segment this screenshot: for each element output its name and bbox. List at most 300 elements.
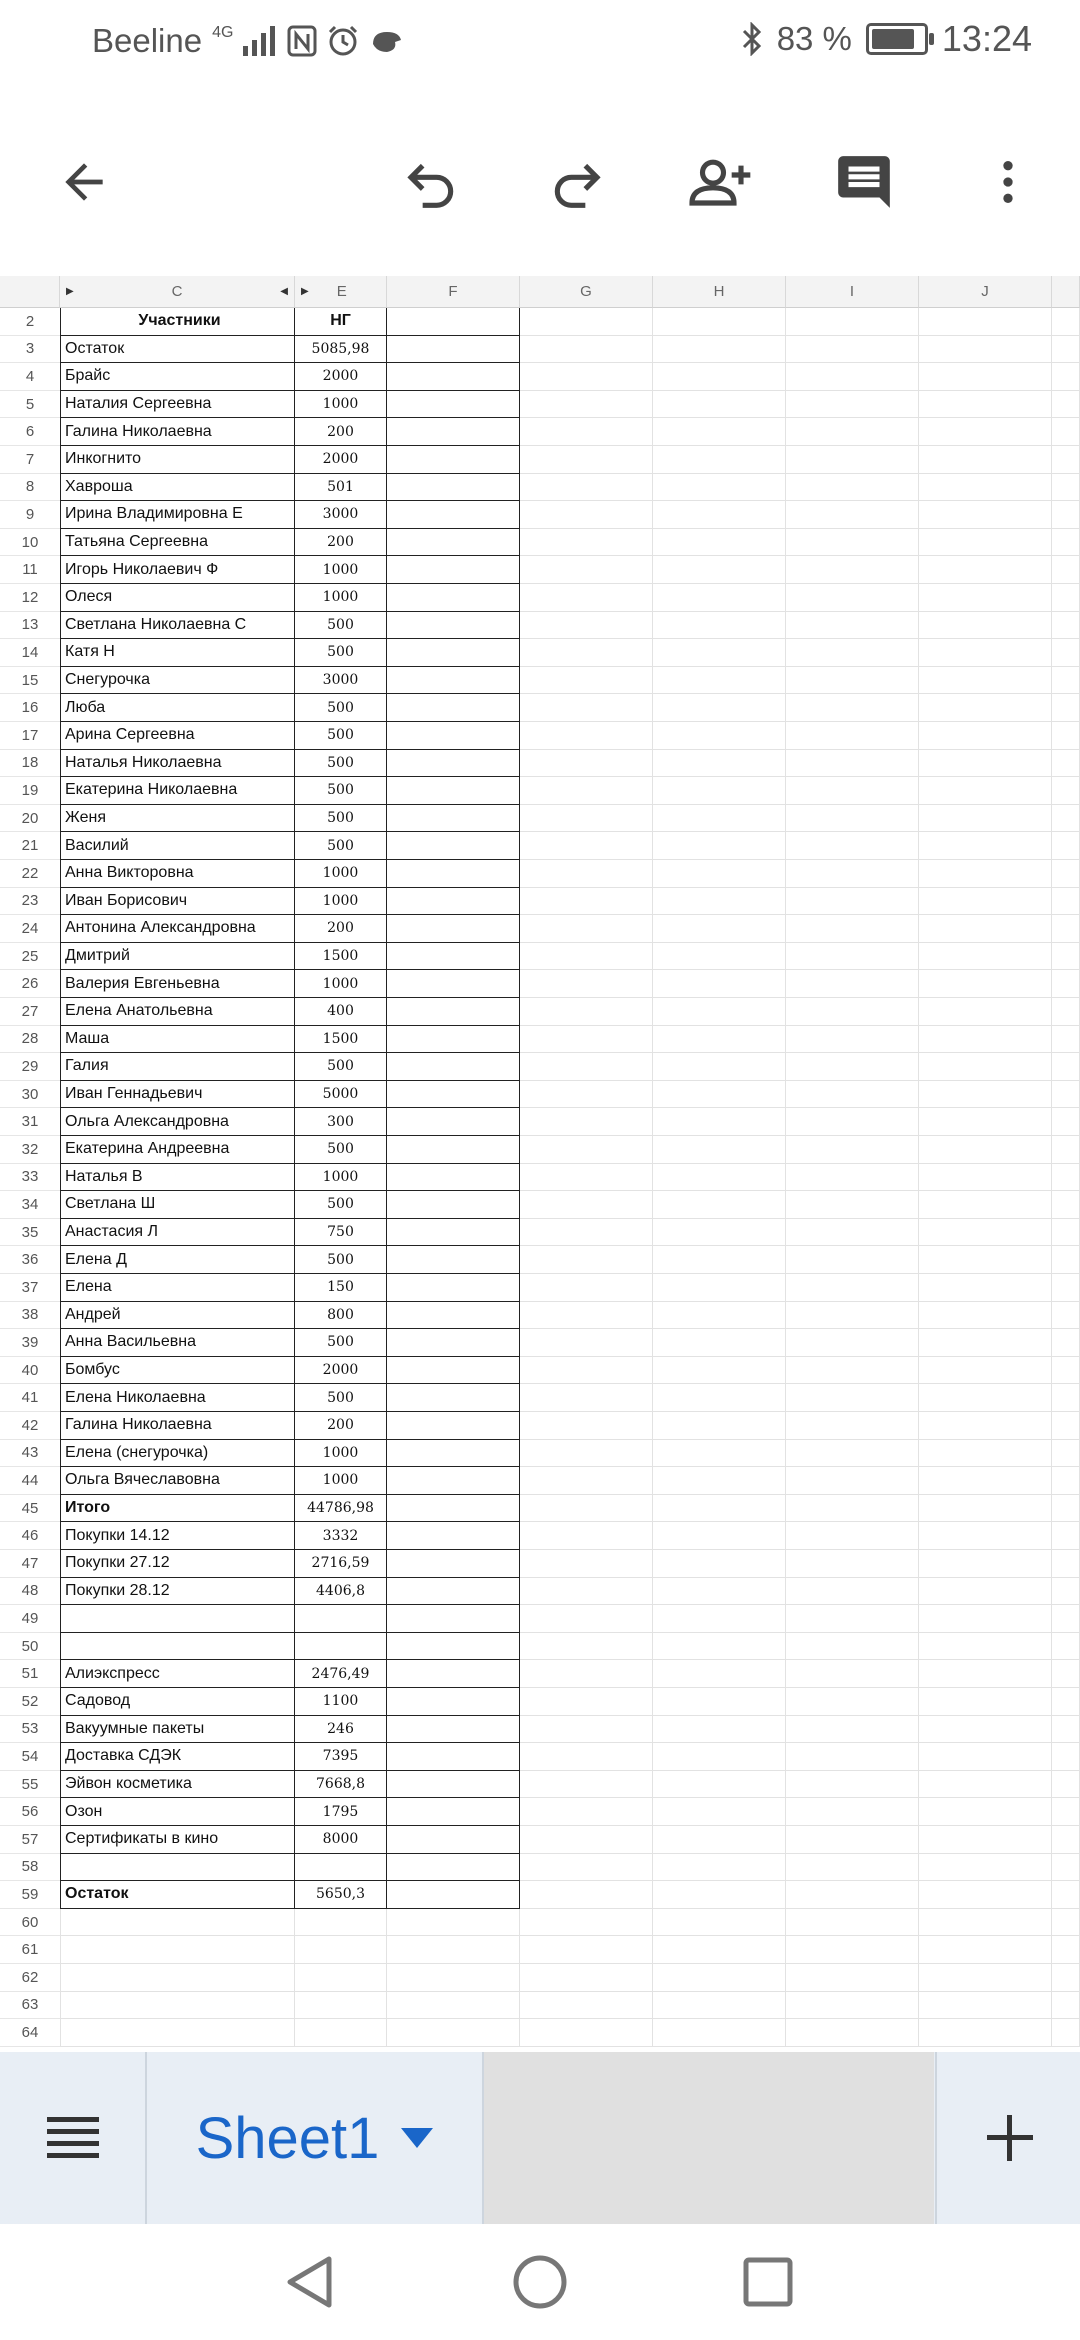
grid-cell[interactable] <box>653 860 786 888</box>
row-number[interactable]: 14 <box>0 639 60 667</box>
grid-cell[interactable] <box>520 1688 653 1716</box>
participant-cell[interactable]: Люба <box>60 694 295 722</box>
amount-cell[interactable]: 3000 <box>295 501 387 529</box>
amount-cell[interactable]: 200 <box>295 418 387 446</box>
column-header-g[interactable] <box>520 276 653 308</box>
row-number[interactable]: 30 <box>0 1081 60 1109</box>
grid-cell[interactable] <box>387 1992 520 2020</box>
participant-cell[interactable]: Катя Н <box>60 639 295 667</box>
grid-cell[interactable] <box>387 391 520 419</box>
grid-cell[interactable] <box>919 1688 1052 1716</box>
grid-cell[interactable] <box>653 777 786 805</box>
row-number[interactable]: 3 <box>0 336 60 364</box>
row-number[interactable]: 18 <box>0 750 60 778</box>
row-number[interactable]: 32 <box>0 1136 60 1164</box>
row-number[interactable]: 53 <box>0 1716 60 1744</box>
amount-cell[interactable] <box>295 1936 387 1964</box>
amount-cell[interactable]: 500 <box>295 832 387 860</box>
column-header-f[interactable] <box>387 276 520 308</box>
grid-cell[interactable] <box>653 1467 786 1495</box>
grid-cell[interactable] <box>520 777 653 805</box>
grid-cell[interactable] <box>786 1302 919 1330</box>
grid-cell[interactable] <box>653 1495 786 1523</box>
participant-cell[interactable]: Светлана Ш <box>60 1191 295 1219</box>
grid-cell[interactable] <box>919 391 1052 419</box>
grid-cell[interactable] <box>786 1053 919 1081</box>
row-number[interactable]: 47 <box>0 1550 60 1578</box>
grid-cell[interactable] <box>919 1771 1052 1799</box>
grid-cell[interactable] <box>919 1081 1052 1109</box>
grid-cell[interactable] <box>387 943 520 971</box>
grid-cell[interactable] <box>919 1881 1052 1909</box>
grid-cell[interactable] <box>919 1716 1052 1744</box>
grid-cell[interactable] <box>1052 556 1080 584</box>
participant-cell[interactable] <box>60 1992 295 2020</box>
row-number[interactable]: 50 <box>0 1633 60 1661</box>
grid-cell[interactable] <box>520 1854 653 1882</box>
grid-cell[interactable] <box>786 1136 919 1164</box>
amount-cell[interactable] <box>295 1605 387 1633</box>
grid-cell[interactable] <box>919 336 1052 364</box>
grid-cell[interactable] <box>653 1854 786 1882</box>
grid-cell[interactable] <box>520 1081 653 1109</box>
participant-cell[interactable]: Екатерина Николаевна <box>60 777 295 805</box>
grid-cell[interactable] <box>1052 2019 1080 2047</box>
grid-cell[interactable] <box>653 639 786 667</box>
grid-cell[interactable] <box>387 501 520 529</box>
participant-cell[interactable]: Покупки 28.12 <box>60 1578 295 1606</box>
grid-cell[interactable] <box>1052 1274 1080 1302</box>
grid-cell[interactable] <box>520 1936 653 1964</box>
grid-cell[interactable] <box>520 418 653 446</box>
expand-hidden-left-icon[interactable]: ▶ <box>66 286 74 297</box>
grid-cell[interactable] <box>919 722 1052 750</box>
row-number[interactable]: 26 <box>0 970 60 998</box>
grid-cell[interactable] <box>919 1357 1052 1385</box>
grid-cell[interactable] <box>1052 1716 1080 1744</box>
grid-cell[interactable] <box>653 474 786 502</box>
row-number[interactable]: 20 <box>0 805 60 833</box>
grid-cell[interactable] <box>919 1412 1052 1440</box>
grid-cell[interactable] <box>1052 446 1080 474</box>
row-number[interactable]: 25 <box>0 943 60 971</box>
grid-cell[interactable] <box>653 1688 786 1716</box>
grid-cell[interactable] <box>919 529 1052 557</box>
grid-cell[interactable] <box>520 474 653 502</box>
grid-cell[interactable] <box>653 805 786 833</box>
grid-cell[interactable] <box>387 1026 520 1054</box>
row-number[interactable]: 19 <box>0 777 60 805</box>
grid-cell[interactable] <box>387 750 520 778</box>
row-number[interactable]: 55 <box>0 1771 60 1799</box>
grid-cell[interactable] <box>786 750 919 778</box>
row-number[interactable]: 51 <box>0 1660 60 1688</box>
grid-cell[interactable] <box>653 1550 786 1578</box>
participant-cell[interactable]: Галина Николаевна <box>60 418 295 446</box>
nav-home-button[interactable] <box>510 2252 570 2312</box>
grid-cell[interactable] <box>520 1053 653 1081</box>
grid-cell[interactable] <box>653 1412 786 1440</box>
grid-cell[interactable] <box>520 1633 653 1661</box>
grid-cell[interactable] <box>387 1660 520 1688</box>
grid-cell[interactable] <box>1052 805 1080 833</box>
grid-cell[interactable] <box>919 1495 1052 1523</box>
grid-cell[interactable] <box>653 722 786 750</box>
amount-cell[interactable]: 2476,49 <box>295 1660 387 1688</box>
participant-cell[interactable]: Хавроша <box>60 474 295 502</box>
grid-cell[interactable] <box>653 1964 786 1992</box>
grid-cell[interactable] <box>387 1798 520 1826</box>
participant-cell[interactable]: Василий <box>60 832 295 860</box>
grid-cell[interactable] <box>919 998 1052 1026</box>
grid-cell[interactable] <box>786 998 919 1026</box>
grid-cell[interactable] <box>1052 1191 1080 1219</box>
grid-cell[interactable] <box>919 888 1052 916</box>
grid-cell[interactable] <box>919 1246 1052 1274</box>
grid-cell[interactable] <box>653 1578 786 1606</box>
amount-cell[interactable]: 500 <box>295 694 387 722</box>
participant-cell[interactable] <box>60 1909 295 1937</box>
grid-cell[interactable] <box>653 1357 786 1385</box>
grid-cell[interactable] <box>919 860 1052 888</box>
grid-cell[interactable] <box>653 1329 786 1357</box>
participant-cell[interactable] <box>60 1964 295 1992</box>
participant-cell[interactable]: Иван Борисович <box>60 888 295 916</box>
grid-cell[interactable] <box>387 1108 520 1136</box>
grid-cell[interactable] <box>786 474 919 502</box>
participant-cell[interactable]: Елена <box>60 1274 295 1302</box>
grid-cell[interactable] <box>1052 336 1080 364</box>
amount-cell[interactable]: 1000 <box>295 584 387 612</box>
row-number[interactable]: 49 <box>0 1605 60 1633</box>
grid-cell[interactable] <box>387 1412 520 1440</box>
grid-cell[interactable] <box>387 556 520 584</box>
row-number[interactable]: 11 <box>0 556 60 584</box>
grid-cell[interactable] <box>387 1854 520 1882</box>
participant-cell[interactable]: Анастасия Л <box>60 1219 295 1247</box>
row-number[interactable]: 8 <box>0 474 60 502</box>
column-header-h[interactable] <box>653 276 786 308</box>
grid-cell[interactable] <box>387 805 520 833</box>
amount-cell[interactable]: 500 <box>295 750 387 778</box>
grid-cell[interactable] <box>520 1716 653 1744</box>
grid-cell[interactable] <box>1052 777 1080 805</box>
row-number[interactable]: 16 <box>0 694 60 722</box>
participant-cell[interactable]: Садовод <box>60 1688 295 1716</box>
grid-cell[interactable] <box>786 1771 919 1799</box>
column-header-e[interactable] <box>295 276 387 308</box>
grid-cell[interactable] <box>520 1964 653 1992</box>
row-number[interactable]: 36 <box>0 1246 60 1274</box>
participant-cell[interactable]: Елена Николаевна <box>60 1384 295 1412</box>
amount-cell[interactable]: 500 <box>295 1136 387 1164</box>
grid-cell[interactable] <box>786 446 919 474</box>
grid-cell[interactable] <box>520 612 653 640</box>
grid-cell[interactable] <box>919 1108 1052 1136</box>
grid-cell[interactable] <box>919 2019 1052 2047</box>
grid-cell[interactable] <box>520 639 653 667</box>
row-number[interactable]: 27 <box>0 998 60 1026</box>
amount-cell[interactable]: 500 <box>295 639 387 667</box>
row-number[interactable]: 41 <box>0 1384 60 1412</box>
grid-cell[interactable] <box>786 1495 919 1523</box>
grid-cell[interactable] <box>653 1302 786 1330</box>
grid-cell[interactable] <box>919 832 1052 860</box>
grid-cell[interactable] <box>653 943 786 971</box>
grid-cell[interactable] <box>919 308 1052 336</box>
undo-button[interactable] <box>392 142 472 222</box>
grid-cell[interactable] <box>1052 1550 1080 1578</box>
row-number[interactable]: 15 <box>0 667 60 695</box>
participant-cell[interactable]: Эйвон косметика <box>60 1771 295 1799</box>
grid-cell[interactable] <box>786 1412 919 1440</box>
grid-cell[interactable] <box>653 1743 786 1771</box>
grid-cell[interactable] <box>387 1688 520 1716</box>
grid-cell[interactable] <box>919 915 1052 943</box>
row-number[interactable]: 10 <box>0 529 60 557</box>
grid-cell[interactable] <box>520 1798 653 1826</box>
grid-cell[interactable] <box>919 1384 1052 1412</box>
grid-cell[interactable] <box>786 832 919 860</box>
grid-cell[interactable] <box>520 1219 653 1247</box>
column-header-k[interactable] <box>1052 276 1080 308</box>
participant-cell[interactable]: Итого <box>60 1495 295 1523</box>
grid-cell[interactable] <box>653 584 786 612</box>
grid-cell[interactable] <box>653 1826 786 1854</box>
grid-cell[interactable] <box>1052 1495 1080 1523</box>
amount-cell[interactable]: 1795 <box>295 1798 387 1826</box>
amount-cell[interactable]: 2000 <box>295 363 387 391</box>
grid-cell[interactable] <box>1052 1633 1080 1661</box>
participant-cell[interactable]: Наталья Николаевна <box>60 750 295 778</box>
comments-button[interactable] <box>824 142 904 222</box>
grid-cell[interactable] <box>1052 667 1080 695</box>
grid-cell[interactable] <box>387 1329 520 1357</box>
grid-cell[interactable] <box>653 391 786 419</box>
grid-cell[interactable] <box>520 1274 653 1302</box>
amount-cell[interactable]: 44786,98 <box>295 1495 387 1523</box>
grid-cell[interactable] <box>520 1108 653 1136</box>
grid-cell[interactable] <box>1052 501 1080 529</box>
grid-cell[interactable] <box>520 860 653 888</box>
participant-cell[interactable] <box>60 1633 295 1661</box>
grid-cell[interactable] <box>653 667 786 695</box>
grid-cell[interactable] <box>786 1219 919 1247</box>
grid-cell[interactable] <box>653 1771 786 1799</box>
grid-cell[interactable] <box>1052 1826 1080 1854</box>
grid-cell[interactable] <box>520 1246 653 1274</box>
grid-cell[interactable] <box>387 1246 520 1274</box>
amount-cell[interactable]: 1000 <box>295 1164 387 1192</box>
grid-cell[interactable] <box>1052 1771 1080 1799</box>
grid-cell[interactable] <box>786 1743 919 1771</box>
grid-cell[interactable] <box>1052 1992 1080 2020</box>
grid-cell[interactable] <box>653 501 786 529</box>
grid-cell[interactable] <box>786 1992 919 2020</box>
grid-cell[interactable] <box>653 1219 786 1247</box>
amount-cell[interactable]: 750 <box>295 1219 387 1247</box>
amount-cell[interactable]: 5650,3 <box>295 1881 387 1909</box>
grid-cell[interactable] <box>653 998 786 1026</box>
grid-cell[interactable] <box>520 1578 653 1606</box>
grid-cell[interactable] <box>653 363 786 391</box>
amount-cell[interactable]: 150 <box>295 1274 387 1302</box>
grid-cell[interactable] <box>786 529 919 557</box>
amount-cell[interactable]: 300 <box>295 1108 387 1136</box>
row-number[interactable]: 64 <box>0 2019 60 2047</box>
grid-cell[interactable] <box>520 1357 653 1385</box>
grid-cell[interactable] <box>786 584 919 612</box>
grid-cell[interactable] <box>653 2019 786 2047</box>
participant-cell[interactable]: Сертификаты в кино <box>60 1826 295 1854</box>
grid-cell[interactable] <box>387 915 520 943</box>
amount-cell[interactable]: 1500 <box>295 943 387 971</box>
row-number[interactable]: 6 <box>0 418 60 446</box>
amount-cell[interactable]: 500 <box>295 612 387 640</box>
grid-cell[interactable] <box>387 1522 520 1550</box>
grid-cell[interactable] <box>520 1329 653 1357</box>
grid-cell[interactable] <box>520 446 653 474</box>
grid-cell[interactable] <box>387 363 520 391</box>
participant-cell[interactable]: Брайс <box>60 363 295 391</box>
amount-cell[interactable]: 8000 <box>295 1826 387 1854</box>
dropdown-arrow-icon[interactable] <box>401 2128 433 2148</box>
grid-cell[interactable] <box>387 1716 520 1744</box>
grid-cell[interactable] <box>919 667 1052 695</box>
grid-cell[interactable] <box>786 667 919 695</box>
grid-cell[interactable] <box>653 1605 786 1633</box>
grid-cell[interactable] <box>387 777 520 805</box>
grid-cell[interactable] <box>653 750 786 778</box>
grid-cell[interactable] <box>919 1660 1052 1688</box>
row-number[interactable]: 58 <box>0 1854 60 1882</box>
corner-cell[interactable] <box>0 276 60 308</box>
grid-cell[interactable] <box>786 1467 919 1495</box>
amount-cell[interactable]: 2716,59 <box>295 1550 387 1578</box>
grid-cell[interactable] <box>1052 474 1080 502</box>
row-number[interactable]: 45 <box>0 1495 60 1523</box>
participant-cell[interactable]: Валерия Евгеньевна <box>60 970 295 998</box>
grid-cell[interactable] <box>786 1936 919 1964</box>
amount-cell[interactable]: 500 <box>295 805 387 833</box>
grid-cell[interactable] <box>786 1108 919 1136</box>
amount-cell[interactable]: 5085,98 <box>295 336 387 364</box>
participant-cell[interactable]: Анна Викторовна <box>60 860 295 888</box>
grid-cell[interactable] <box>387 1909 520 1937</box>
grid-cell[interactable] <box>1052 1219 1080 1247</box>
participant-cell[interactable]: Елена Анатольевна <box>60 998 295 1026</box>
participant-cell[interactable]: Елена Д <box>60 1246 295 1274</box>
redo-button[interactable] <box>536 142 616 222</box>
grid-cell[interactable] <box>387 860 520 888</box>
participant-cell[interactable]: Олеся <box>60 584 295 612</box>
grid-cell[interactable] <box>520 1440 653 1468</box>
participant-cell[interactable]: Елена (снегурочка) <box>60 1440 295 1468</box>
grid-cell[interactable] <box>653 1108 786 1136</box>
grid-cell[interactable] <box>786 1854 919 1882</box>
grid-cell[interactable] <box>919 1136 1052 1164</box>
amount-cell[interactable]: 501 <box>295 474 387 502</box>
grid-cell[interactable] <box>919 1605 1052 1633</box>
row-number[interactable]: 21 <box>0 832 60 860</box>
grid-cell[interactable] <box>1052 1881 1080 1909</box>
all-sheets-button[interactable] <box>0 2052 147 2224</box>
grid-cell[interactable] <box>653 336 786 364</box>
grid-cell[interactable] <box>1052 888 1080 916</box>
grid-cell[interactable] <box>1052 1081 1080 1109</box>
row-number[interactable]: 35 <box>0 1219 60 1247</box>
grid-cell[interactable] <box>1052 1964 1080 1992</box>
grid-cell[interactable] <box>653 1660 786 1688</box>
row-number[interactable]: 48 <box>0 1578 60 1606</box>
grid-cell[interactable] <box>1052 1688 1080 1716</box>
grid-cell[interactable] <box>653 1081 786 1109</box>
grid-cell[interactable] <box>387 418 520 446</box>
amount-cell[interactable]: 1500 <box>295 1026 387 1054</box>
grid-cell[interactable] <box>520 1881 653 1909</box>
amount-cell[interactable]: 500 <box>295 777 387 805</box>
grid-cell[interactable] <box>786 1881 919 1909</box>
participant-cell[interactable]: Светлана Николаевна С <box>60 612 295 640</box>
participant-cell[interactable]: Игорь Николаевич Ф <box>60 556 295 584</box>
grid-cell[interactable] <box>520 915 653 943</box>
grid-cell[interactable] <box>786 1798 919 1826</box>
grid-cell[interactable] <box>1052 391 1080 419</box>
grid-cell[interactable] <box>1052 363 1080 391</box>
grid-cell[interactable] <box>919 1964 1052 1992</box>
grid-cell[interactable] <box>1052 1578 1080 1606</box>
amount-cell[interactable] <box>295 2019 387 2047</box>
grid-cell[interactable] <box>520 584 653 612</box>
grid-cell[interactable] <box>786 363 919 391</box>
participant-cell[interactable]: Татьяна Сергеевна <box>60 529 295 557</box>
grid-cell[interactable] <box>387 832 520 860</box>
grid-cell[interactable] <box>387 336 520 364</box>
grid-cell[interactable] <box>387 1440 520 1468</box>
amount-cell[interactable]: 2000 <box>295 446 387 474</box>
amount-cell[interactable]: 500 <box>295 1053 387 1081</box>
grid-cell[interactable] <box>387 1495 520 1523</box>
grid-cell[interactable] <box>919 1467 1052 1495</box>
grid-cell[interactable] <box>520 832 653 860</box>
grid-cell[interactable] <box>520 805 653 833</box>
grid-cell[interactable] <box>520 529 653 557</box>
grid-cell[interactable] <box>387 584 520 612</box>
grid-cell[interactable] <box>919 1550 1052 1578</box>
grid-cell[interactable] <box>919 970 1052 998</box>
grid-cell[interactable] <box>1052 1798 1080 1826</box>
grid-cell[interactable] <box>387 1164 520 1192</box>
participant-cell[interactable]: Ольга Вячеславовна <box>60 1467 295 1495</box>
grid-cell[interactable] <box>387 667 520 695</box>
participant-cell[interactable]: Бомбус <box>60 1357 295 1385</box>
row-number[interactable]: 60 <box>0 1909 60 1937</box>
grid-cell[interactable] <box>387 1467 520 1495</box>
grid-cell[interactable] <box>520 970 653 998</box>
grid-cell[interactable] <box>1052 694 1080 722</box>
grid-cell[interactable] <box>1052 1440 1080 1468</box>
grid-cell[interactable] <box>786 1274 919 1302</box>
grid-cell[interactable] <box>919 777 1052 805</box>
grid-cell[interactable] <box>520 1660 653 1688</box>
grid-cell[interactable] <box>786 1633 919 1661</box>
participant-cell[interactable] <box>60 2019 295 2047</box>
grid-cell[interactable] <box>387 308 520 336</box>
participant-cell[interactable]: Антонина Александровна <box>60 915 295 943</box>
grid-cell[interactable] <box>1052 1384 1080 1412</box>
grid-cell[interactable] <box>1052 1854 1080 1882</box>
grid-cell[interactable] <box>786 1081 919 1109</box>
